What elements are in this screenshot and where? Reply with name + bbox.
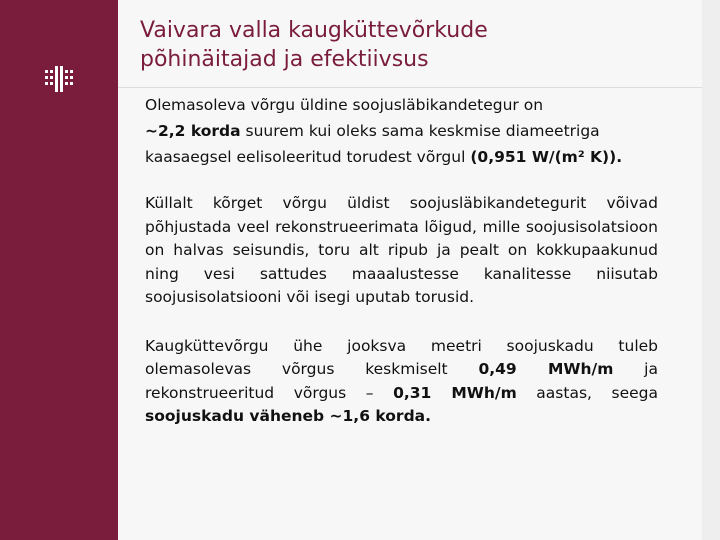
p1-text-1: Olemasoleva võrgu üldine soojusläbikandetegur on (145, 96, 544, 114)
title-divider (118, 87, 702, 88)
p2-text: Küllalt kõrget võrgu üldist soojusläbikandetegurit võivad põhjustada veel rekonstrueerimata lõigud, mille soojusisolatsioon on halvas seisundis, toru alt ripub ja pealt on kokkupaakunud ning vesi sattudes maaalustesse kanalitesse niisutab soojusisolatsiooni või isegi uputab torusid. (145, 194, 658, 306)
building-logo-icon (45, 66, 73, 92)
p3-bold-existing-loss: 0,49 MWh/m (478, 360, 614, 378)
p3-text-2: ja rekonstrueeritud võrgus – (145, 360, 658, 402)
p1-bold-ratio: ~2,2 korda (145, 122, 241, 140)
slide-body (145, 92, 658, 429)
p3-text-3: aastas, seega (516, 383, 658, 402)
paragraph-causes (145, 192, 658, 310)
slide-title-line-2: põhinäitajad ja efektiivsus (140, 47, 429, 72)
p1-bold-value: (0,951 W/(m² K)). (470, 148, 623, 166)
p3-bold-rebuilt-loss: 0,31 MWh/m (393, 383, 517, 402)
paragraph-network-coefficient (145, 92, 658, 170)
paragraph-heat-loss (145, 335, 658, 429)
right-edge-strip (702, 0, 720, 540)
slide-title (140, 16, 680, 74)
p3-bold-conclusion: soojuskadu väheneb ~1,6 korda. (145, 407, 432, 425)
sidebar-band (0, 0, 118, 540)
p3-text-1: Kaugküttevõrgu ühe jooksva meetri soojuskadu tuleb olemasolevas võrgus keskmiselt (145, 336, 658, 378)
slide-title-line-1: Vaivara valla kaugküttevõrkude (140, 18, 488, 43)
p1-text-2: suurem kui oleks sama keskmise diameetriga kaasaegsel eelisoleeritud torudest võrgul (145, 122, 600, 166)
